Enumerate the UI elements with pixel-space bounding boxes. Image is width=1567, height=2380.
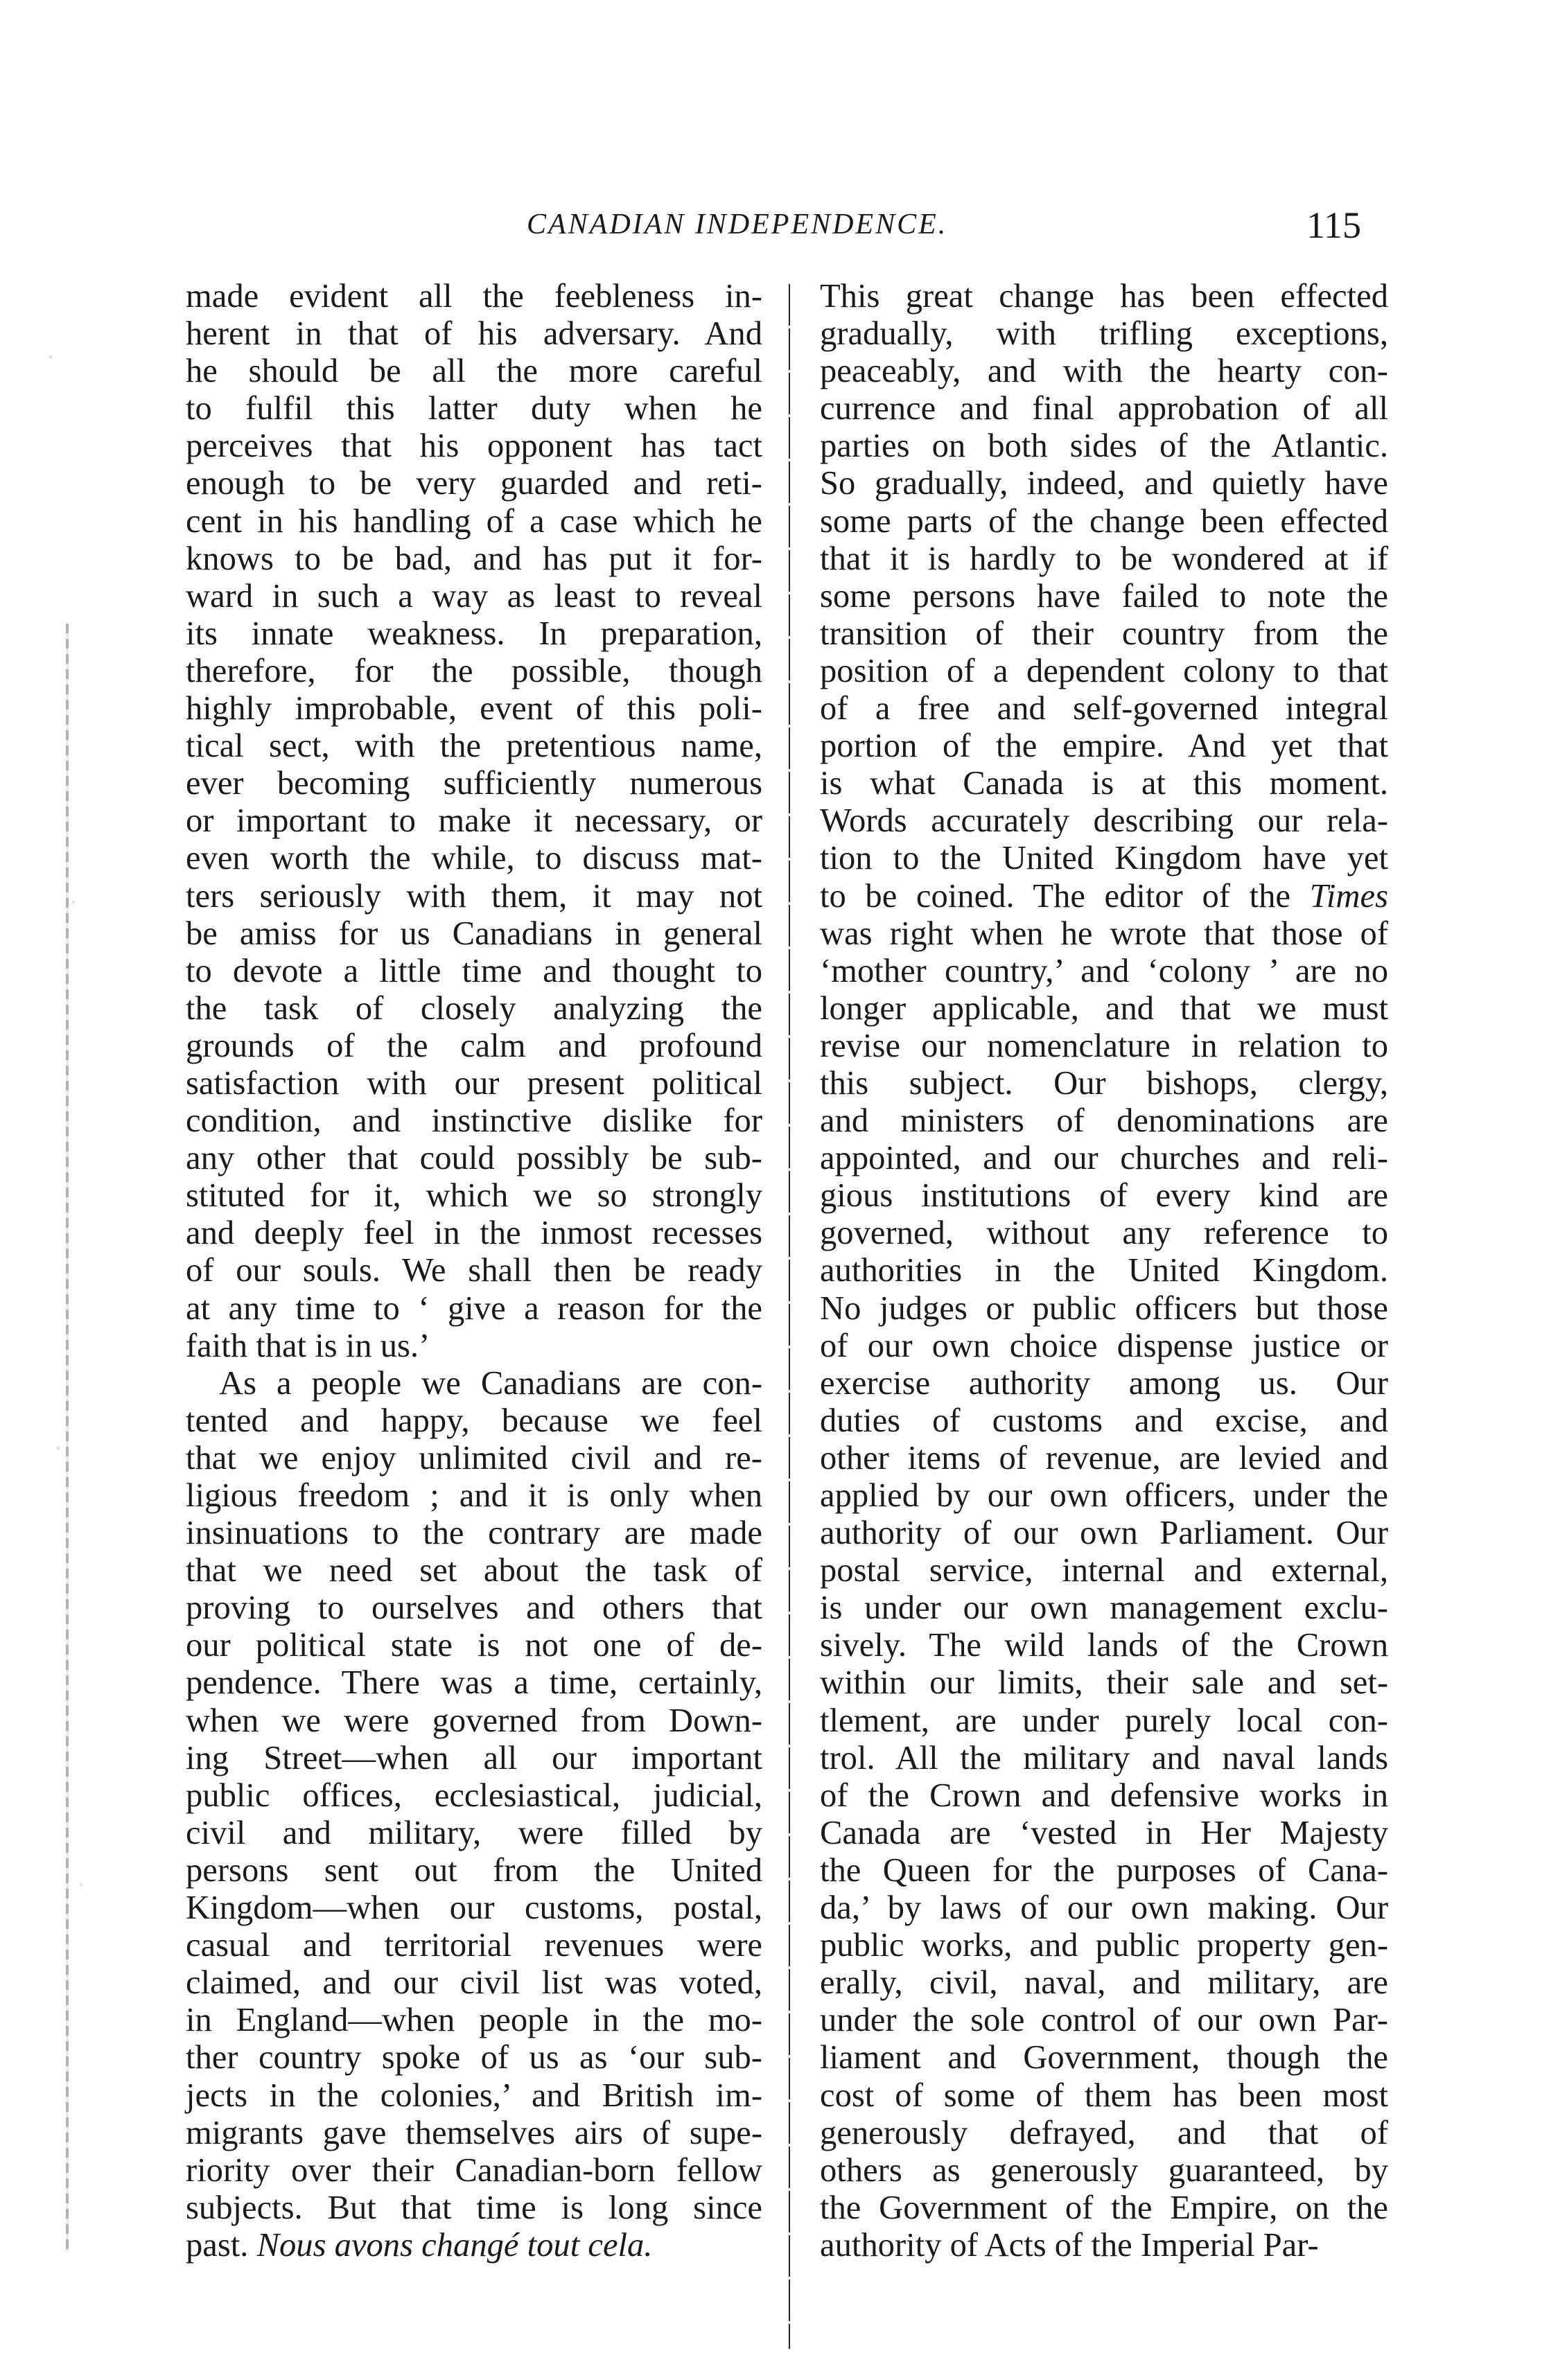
text-line: to be coined. The editor of the Times bbox=[820, 876, 1388, 915]
text-line: this subject. Our bishops, clergy, bbox=[820, 1064, 1388, 1102]
page-number: 115 bbox=[1306, 204, 1361, 246]
left-column bbox=[186, 277, 762, 2264]
text-line: some persons have failed to note the bbox=[820, 576, 1388, 615]
text-line: stituted for it, which we so strongly bbox=[186, 1176, 762, 1215]
text-line: when we were governed from Down- bbox=[186, 1701, 762, 1739]
text-line: migrants gave themselves airs of supe- bbox=[186, 2113, 762, 2151]
text-line: is what Canada is at this moment. bbox=[820, 764, 1388, 802]
text-line: peaceably, and with the hearty con- bbox=[820, 352, 1388, 390]
text-line: public offices, ecclesiastical, judicial, bbox=[186, 1776, 762, 1814]
text-line: satisfaction with our present political bbox=[186, 1064, 762, 1102]
text-line: any other that could possibly be sub- bbox=[186, 1139, 762, 1177]
text-line: made evident all the feebleness in- bbox=[186, 277, 762, 315]
text-line: longer applicable, and that we must bbox=[820, 989, 1388, 1027]
text-line: to fulfil this latter duty when he bbox=[186, 389, 762, 427]
text-line: parties on both sides of the Atlantic. bbox=[820, 427, 1388, 465]
text-line: proving to ourselves and others that bbox=[186, 1589, 762, 1627]
text-line: portion of the empire. And yet that bbox=[820, 727, 1388, 765]
text-line: civil and military, were filled by bbox=[186, 1813, 762, 1851]
text-line: jects in the colonies,’ and British im- bbox=[186, 2076, 762, 2114]
text-line: was right when he wrote that those of bbox=[820, 914, 1388, 952]
text-line: of a free and self-governed integral bbox=[820, 689, 1388, 728]
text-line: sively. The wild lands of the Crown bbox=[820, 1626, 1388, 1664]
text-line: grounds of the calm and profound bbox=[186, 1026, 762, 1064]
text-line: ing Street—when all our important bbox=[186, 1738, 762, 1777]
text-line: trol. All the military and naval lands bbox=[820, 1738, 1388, 1777]
text-line: ther country spoke of us as ‘our sub- bbox=[186, 2038, 762, 2077]
text-line: tical sect, with the pretentious name, bbox=[186, 727, 762, 765]
text-line: that we enjoy unlimited civil and re- bbox=[186, 1438, 762, 1477]
text-line: position of a dependent colony to that bbox=[820, 651, 1388, 689]
text-line: some parts of the change been effected bbox=[820, 502, 1388, 540]
binding-edge-shadow bbox=[66, 624, 69, 2252]
text-line: and ministers of denominations are bbox=[820, 1102, 1388, 1140]
text-line: generously defrayed, and that of bbox=[820, 2113, 1388, 2151]
text-line: appointed, and our churches and reli- bbox=[820, 1139, 1388, 1177]
text-line: be amiss for us Canadians in general bbox=[186, 914, 762, 952]
text-line: applied by our own officers, under the bbox=[820, 1477, 1388, 1514]
text-line: other items of revenue, are levied and bbox=[820, 1438, 1388, 1477]
text-line: knows to be bad, and has put it for- bbox=[186, 539, 762, 577]
text-line: persons sent out from the United bbox=[186, 1851, 762, 1889]
text-line: Kingdom—when our customs, postal, bbox=[186, 1889, 762, 1927]
text-line: the Government of the Empire, on the bbox=[820, 2188, 1388, 2226]
text-line: is under our own management exclu- bbox=[820, 1589, 1388, 1627]
running-title: CANADIAN INDEPENDENCE. bbox=[527, 209, 948, 240]
text-line: at any time to ‘ give a reason for the bbox=[186, 1289, 762, 1327]
text-line: erally, civil, naval, and military, are bbox=[820, 1964, 1388, 2002]
text-line: transition of their country from the bbox=[820, 614, 1388, 652]
text-line: authorities in the United Kingdom. bbox=[820, 1251, 1388, 1289]
text-line: authority of our own Parliament. Our bbox=[820, 1514, 1388, 1552]
text-line: cost of some of them has been most bbox=[820, 2076, 1388, 2114]
text-line: highly improbable, event of this poli- bbox=[186, 689, 762, 728]
text-line: da,’ by laws of our own making. Our bbox=[820, 1889, 1388, 1927]
text-line: enough to be very guarded and reti- bbox=[186, 464, 762, 502]
text-line: tented and happy, because we feel bbox=[186, 1401, 762, 1439]
text-line: he should be all the more careful bbox=[186, 352, 762, 390]
text-line: governed, without any reference to bbox=[820, 1214, 1388, 1252]
text-line: insinuations to the contrary are made bbox=[186, 1514, 762, 1552]
text-line: ‘mother country,’ and ‘colony ’ are no bbox=[820, 951, 1388, 989]
text-line: tlement, are under purely local con- bbox=[820, 1701, 1388, 1739]
text-line: perceives that his opponent has tact bbox=[186, 427, 762, 465]
text-line: public works, and public property gen- bbox=[820, 1926, 1388, 1964]
text-line: others as generously guaranteed, by bbox=[820, 2151, 1388, 2189]
text-line: the Queen for the purposes of Cana- bbox=[820, 1851, 1388, 1889]
text-line: Words accurately describing our rela- bbox=[820, 802, 1388, 840]
text-line: past. Nous avons changé tout cela. bbox=[186, 2225, 653, 2264]
text-line: claimed, and our civil list was voted, bbox=[186, 1964, 762, 2002]
text-line: postal service, internal and external, bbox=[820, 1551, 1388, 1589]
text-line: and deeply feel in the inmost recesses bbox=[186, 1214, 762, 1252]
text-line: to devote a little time and thought to bbox=[186, 951, 762, 989]
text-line: in England—when people in the mo- bbox=[186, 2001, 762, 2039]
text-line: revise our nomenclature in relation to bbox=[820, 1026, 1388, 1064]
text-line: condition, and instinctive dislike for bbox=[186, 1102, 762, 1140]
text-line: Canada are ‘vested in Her Majesty bbox=[820, 1813, 1388, 1851]
text-line: ters seriously with them, it may not bbox=[186, 876, 762, 915]
text-line: the task of closely analyzing the bbox=[186, 989, 762, 1027]
text-line: therefore, for the possible, though bbox=[186, 651, 762, 689]
text-line: of our own choice dispense justice or bbox=[820, 1326, 1388, 1364]
text-line: pendence. There was a time, certainly, bbox=[186, 1664, 762, 1702]
text-line: its innate weakness. In preparation, bbox=[186, 614, 762, 652]
text-line: riority over their Canadian-born fellow bbox=[186, 2151, 762, 2189]
text-line: authority of Acts of the Imperial Par- bbox=[820, 2225, 1319, 2264]
text-line: within our limits, their sale and set- bbox=[820, 1664, 1388, 1702]
text-line: tion to the United Kingdom have yet bbox=[820, 839, 1388, 877]
text-line: duties of customs and excise, and bbox=[820, 1401, 1388, 1439]
column-divider bbox=[789, 284, 790, 2349]
text-line: herent in that of his adversary. And bbox=[186, 315, 762, 353]
text-line: subjects. But that time is long since bbox=[186, 2188, 762, 2226]
text-line: currence and final approbation of all bbox=[820, 389, 1388, 427]
text-line: This great change has been effected bbox=[820, 277, 1388, 315]
text-line: gious institutions of every kind are bbox=[820, 1176, 1388, 1215]
text-line: liament and Government, though the bbox=[820, 2038, 1388, 2077]
text-line: faith that is in us.’ bbox=[186, 1326, 430, 1364]
running-head bbox=[0, 204, 1567, 263]
text-line: our political state is not one of de- bbox=[186, 1626, 762, 1664]
text-line: under the sole control of our own Par- bbox=[820, 2001, 1388, 2039]
text-line: cent in his handling of a case which he bbox=[186, 502, 762, 540]
text-line: As a people we Canadians are con- bbox=[219, 1364, 762, 1402]
text-line: ever becoming sufficiently numerous bbox=[186, 764, 762, 802]
text-line: that it is hardly to be wondered at if bbox=[820, 539, 1388, 577]
text-line: gradually, with trifling exceptions, bbox=[820, 315, 1388, 353]
text-line: No judges or public officers but those bbox=[820, 1289, 1388, 1327]
text-line: exercise authority among us. Our bbox=[820, 1364, 1388, 1402]
text-line: ligious freedom ; and it is only when bbox=[186, 1477, 762, 1514]
text-line: even worth the while, to discuss mat- bbox=[186, 839, 762, 877]
text-line: casual and territorial revenues were bbox=[186, 1926, 762, 1964]
text-line: of our souls. We shall then be ready bbox=[186, 1251, 762, 1289]
text-line: or important to make it necessary, or bbox=[186, 802, 762, 840]
text-line: So gradually, indeed, and quietly have bbox=[820, 464, 1388, 502]
right-column bbox=[820, 277, 1388, 2264]
text-line: ward in such a way as least to reveal bbox=[186, 576, 762, 615]
text-line: of the Crown and defensive works in bbox=[820, 1776, 1388, 1814]
text-line: that we need set about the task of bbox=[186, 1551, 762, 1589]
